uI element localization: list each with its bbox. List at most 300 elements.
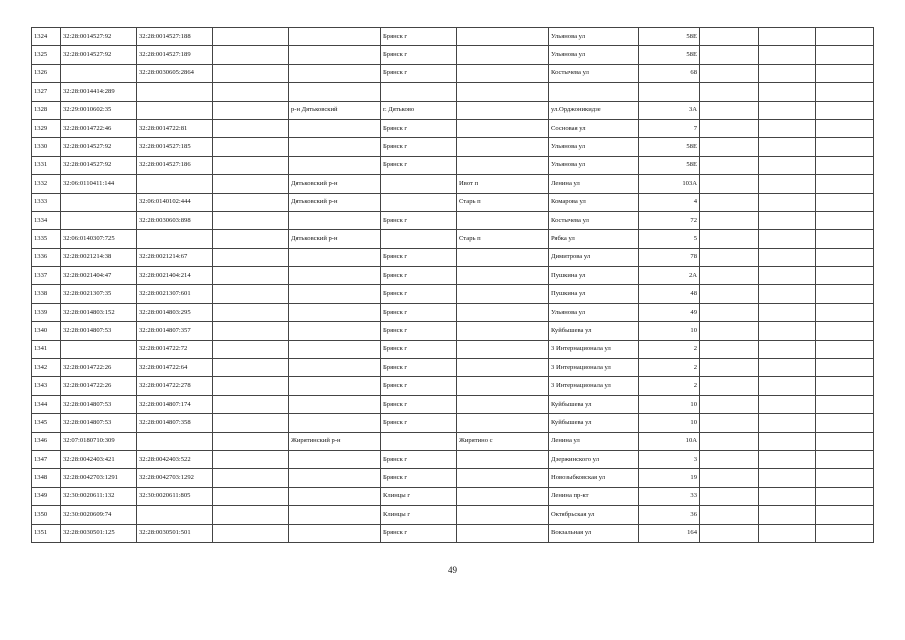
cell-col-4	[213, 340, 289, 358]
cell-street: Новозыбковская ул	[549, 469, 639, 487]
cell-col-10	[700, 211, 759, 229]
cell-house-number: 58Е	[639, 138, 700, 156]
cell-cadastral-number: 32:28:0021307:35	[61, 285, 137, 303]
cell-district	[289, 285, 381, 303]
cell-settlement	[457, 248, 549, 266]
cell-row-number: 1326	[32, 64, 61, 82]
cell-street: Димитрова ул	[549, 248, 639, 266]
cell-row-number: 1332	[32, 175, 61, 193]
cell-col-4	[213, 414, 289, 432]
cell-col-11	[759, 156, 816, 174]
cell-settlement	[457, 524, 549, 542]
cell-city: Брянск г	[381, 156, 457, 174]
cell-city: Брянск г	[381, 64, 457, 82]
cell-cadastral-number: 32:28:0021214:38	[61, 248, 137, 266]
cell-street: 3 Интернационала ул	[549, 359, 639, 377]
cell-settlement	[457, 414, 549, 432]
cell-col-4	[213, 487, 289, 505]
cell-district	[289, 46, 381, 64]
cell-col-11	[759, 340, 816, 358]
cell-city: г. Дятьково	[381, 101, 457, 119]
cell-house-number: 2А	[639, 267, 700, 285]
cell-house-number: 58Е	[639, 28, 700, 46]
cell-col-10	[700, 359, 759, 377]
cell-col-11	[759, 101, 816, 119]
cell-col-11	[759, 303, 816, 321]
cell-col-12	[816, 322, 874, 340]
cell-object-number: 32:28:0014803:295	[137, 303, 213, 321]
register-table	[31, 27, 874, 543]
cell-city	[381, 230, 457, 248]
cell-district: р-н Дятьковский	[289, 101, 381, 119]
cell-col-12	[816, 487, 874, 505]
cell-city: Брянск г	[381, 28, 457, 46]
cell-object-number: 32:06:0140102:444	[137, 193, 213, 211]
cell-settlement	[457, 156, 549, 174]
table-row	[32, 175, 874, 193]
table-row	[32, 303, 874, 321]
cell-col-11	[759, 377, 816, 395]
cell-house-number: 48	[639, 285, 700, 303]
cell-house-number: 5	[639, 230, 700, 248]
cell-col-11	[759, 28, 816, 46]
cell-district	[289, 248, 381, 266]
cell-col-11	[759, 432, 816, 450]
cell-col-12	[816, 395, 874, 413]
cell-col-4	[213, 432, 289, 450]
cell-cadastral-number: 32:28:0014414:289	[61, 83, 137, 101]
table-row	[32, 285, 874, 303]
cell-cadastral-number	[61, 193, 137, 211]
cell-city: Брянск г	[381, 322, 457, 340]
cell-street: Ульянова ул	[549, 156, 639, 174]
cell-settlement: Жирятино с	[457, 432, 549, 450]
cell-object-number: 32:28:0014807:358	[137, 414, 213, 432]
cell-object-number	[137, 432, 213, 450]
cell-col-10	[700, 230, 759, 248]
cell-row-number: 1334	[32, 211, 61, 229]
table-row	[32, 267, 874, 285]
cell-row-number: 1343	[32, 377, 61, 395]
table-row	[32, 377, 874, 395]
cell-col-10	[700, 138, 759, 156]
cell-col-4	[213, 83, 289, 101]
cell-district	[289, 64, 381, 82]
cell-city: Брянск г	[381, 340, 457, 358]
table-row	[32, 469, 874, 487]
cell-row-number: 1339	[32, 303, 61, 321]
cell-col-11	[759, 395, 816, 413]
cell-object-number	[137, 230, 213, 248]
cell-col-11	[759, 193, 816, 211]
cell-row-number: 1341	[32, 340, 61, 358]
cell-city: Брянск г	[381, 211, 457, 229]
cell-street: Пушкина ул	[549, 267, 639, 285]
cell-street: Куйбышева ул	[549, 322, 639, 340]
cell-district	[289, 303, 381, 321]
cell-cadastral-number: 32:28:0014722:46	[61, 119, 137, 137]
cell-city: Брянск г	[381, 469, 457, 487]
cell-district	[289, 267, 381, 285]
table-row	[32, 193, 874, 211]
cell-col-4	[213, 46, 289, 64]
cell-house-number: 78	[639, 248, 700, 266]
cell-row-number: 1349	[32, 487, 61, 505]
cell-object-number: 32:28:0030603:898	[137, 211, 213, 229]
cell-row-number: 1328	[32, 101, 61, 119]
cell-city: Брянск г	[381, 303, 457, 321]
cell-district	[289, 322, 381, 340]
cell-settlement	[457, 119, 549, 137]
cell-city: Брянск г	[381, 119, 457, 137]
cell-object-number: 32:28:0014722:72	[137, 340, 213, 358]
cell-object-number	[137, 83, 213, 101]
cell-col-4	[213, 101, 289, 119]
cell-house-number: 7	[639, 119, 700, 137]
cell-settlement	[457, 359, 549, 377]
cell-col-11	[759, 138, 816, 156]
cell-row-number: 1327	[32, 83, 61, 101]
cell-district	[289, 487, 381, 505]
cell-col-4	[213, 469, 289, 487]
cell-district	[289, 469, 381, 487]
cell-object-number: 32:28:0014527:188	[137, 28, 213, 46]
cell-house-number: 10	[639, 322, 700, 340]
cell-col-11	[759, 230, 816, 248]
cell-col-12	[816, 138, 874, 156]
cell-district	[289, 138, 381, 156]
cell-cadastral-number: 32:29:0010602:35	[61, 101, 137, 119]
cell-col-10	[700, 414, 759, 432]
table-row	[32, 450, 874, 468]
cell-col-4	[213, 359, 289, 377]
cell-row-number: 1342	[32, 359, 61, 377]
cell-house-number: 3	[639, 450, 700, 468]
cell-col-12	[816, 46, 874, 64]
table-row	[32, 524, 874, 542]
table-row	[32, 211, 874, 229]
cell-col-10	[700, 64, 759, 82]
cell-object-number: 32:28:0021404:214	[137, 267, 213, 285]
cell-house-number: 4	[639, 193, 700, 211]
cell-cadastral-number: 32:28:0014722:26	[61, 377, 137, 395]
cell-settlement: Старь п	[457, 230, 549, 248]
table-row	[32, 28, 874, 46]
cell-col-12	[816, 64, 874, 82]
cell-col-11	[759, 487, 816, 505]
table-row	[32, 359, 874, 377]
cell-cadastral-number: 32:06:0140307:725	[61, 230, 137, 248]
cell-col-10	[700, 248, 759, 266]
cell-col-12	[816, 119, 874, 137]
cell-district	[289, 340, 381, 358]
cell-cadastral-number: 32:28:0014527:92	[61, 156, 137, 174]
cell-house-number: 33	[639, 487, 700, 505]
cell-col-4	[213, 450, 289, 468]
cell-row-number: 1335	[32, 230, 61, 248]
cell-col-11	[759, 285, 816, 303]
cell-house-number: 19	[639, 469, 700, 487]
cell-settlement	[457, 506, 549, 524]
table-row	[32, 248, 874, 266]
cell-col-11	[759, 524, 816, 542]
cell-object-number: 32:28:0014527:186	[137, 156, 213, 174]
cell-object-number	[137, 175, 213, 193]
cell-row-number: 1325	[32, 46, 61, 64]
cell-row-number: 1333	[32, 193, 61, 211]
cell-object-number: 32:28:0042403:522	[137, 450, 213, 468]
cell-cadastral-number: 32:28:0021404:47	[61, 267, 137, 285]
cell-street: 3 Интернационала ул	[549, 340, 639, 358]
cell-settlement	[457, 469, 549, 487]
cell-city: Брянск г	[381, 46, 457, 64]
cell-settlement	[457, 303, 549, 321]
cell-cadastral-number	[61, 340, 137, 358]
cell-house-number: 10А	[639, 432, 700, 450]
cell-house-number: 68	[639, 64, 700, 82]
cell-district	[289, 414, 381, 432]
cell-col-12	[816, 267, 874, 285]
cell-col-10	[700, 524, 759, 542]
table-body	[32, 28, 874, 543]
cell-city: Брянск г	[381, 359, 457, 377]
cell-col-4	[213, 119, 289, 137]
cell-cadastral-number: 32:28:0014807:53	[61, 395, 137, 413]
cell-col-12	[816, 303, 874, 321]
cell-district	[289, 28, 381, 46]
cell-cadastral-number: 32:30:0020611:132	[61, 487, 137, 505]
cell-city: Брянск г	[381, 248, 457, 266]
cell-col-10	[700, 340, 759, 358]
cell-col-10	[700, 395, 759, 413]
cell-col-10	[700, 487, 759, 505]
cell-col-4	[213, 248, 289, 266]
cell-street: Костычева ул	[549, 211, 639, 229]
cell-col-12	[816, 101, 874, 119]
cell-col-11	[759, 414, 816, 432]
cell-cadastral-number: 32:28:0030501:125	[61, 524, 137, 542]
cell-city: Брянск г	[381, 138, 457, 156]
cell-cadastral-number: 32:28:0042403:421	[61, 450, 137, 468]
cell-row-number: 1346	[32, 432, 61, 450]
cell-street: Рябка ул	[549, 230, 639, 248]
cell-street: Октябрьская ул	[549, 506, 639, 524]
cell-object-number: 32:28:0014722:278	[137, 377, 213, 395]
cell-col-12	[816, 340, 874, 358]
cell-col-12	[816, 524, 874, 542]
cell-col-10	[700, 101, 759, 119]
cell-settlement	[457, 28, 549, 46]
cell-settlement	[457, 285, 549, 303]
cell-house-number: 58Е	[639, 46, 700, 64]
cell-col-10	[700, 46, 759, 64]
cell-col-11	[759, 248, 816, 266]
cell-district	[289, 211, 381, 229]
cell-col-4	[213, 524, 289, 542]
cell-col-12	[816, 359, 874, 377]
table-row	[32, 138, 874, 156]
cell-city	[381, 83, 457, 101]
cell-street: Ульянова ул	[549, 138, 639, 156]
cell-object-number: 32:28:0042703:1292	[137, 469, 213, 487]
cell-col-10	[700, 322, 759, 340]
cell-col-12	[816, 175, 874, 193]
cell-col-10	[700, 193, 759, 211]
cell-row-number: 1329	[32, 119, 61, 137]
cell-settlement	[457, 64, 549, 82]
cell-district	[289, 359, 381, 377]
cell-col-11	[759, 46, 816, 64]
cell-house-number: 36	[639, 506, 700, 524]
cell-settlement	[457, 450, 549, 468]
cell-city	[381, 175, 457, 193]
cell-cadastral-number: 32:28:0014803:152	[61, 303, 137, 321]
cell-house-number: 164	[639, 524, 700, 542]
cell-district	[289, 83, 381, 101]
cell-district	[289, 119, 381, 137]
cell-col-4	[213, 377, 289, 395]
cell-col-10	[700, 83, 759, 101]
cell-district: Дятьковский р-н	[289, 175, 381, 193]
cell-object-number: 32:28:0021214:67	[137, 248, 213, 266]
cell-street: ул.Орджоникидзе	[549, 101, 639, 119]
cell-street: Дзержинского ул	[549, 450, 639, 468]
cell-house-number: 49	[639, 303, 700, 321]
cell-col-4	[213, 506, 289, 524]
cell-row-number: 1347	[32, 450, 61, 468]
cell-col-11	[759, 450, 816, 468]
cell-district	[289, 156, 381, 174]
cell-street: Куйбышева ул	[549, 395, 639, 413]
cell-house-number: 3А	[639, 101, 700, 119]
cell-col-10	[700, 303, 759, 321]
cell-street: Сосновая ул	[549, 119, 639, 137]
table-row	[32, 414, 874, 432]
cell-col-4	[213, 64, 289, 82]
cell-settlement	[457, 395, 549, 413]
cell-house-number: 2	[639, 340, 700, 358]
cell-object-number	[137, 506, 213, 524]
table-row	[32, 119, 874, 137]
cell-object-number: 32:28:0014807:174	[137, 395, 213, 413]
cell-col-11	[759, 83, 816, 101]
cell-city: Брянск г	[381, 450, 457, 468]
table-row	[32, 101, 874, 119]
cell-cadastral-number: 32:28:0014527:92	[61, 138, 137, 156]
cell-col-4	[213, 230, 289, 248]
cell-col-12	[816, 28, 874, 46]
cell-settlement	[457, 83, 549, 101]
cell-house-number: 103А	[639, 175, 700, 193]
cell-row-number: 1344	[32, 395, 61, 413]
cell-street: Ульянова ул	[549, 303, 639, 321]
cell-col-10	[700, 377, 759, 395]
cell-col-4	[213, 395, 289, 413]
cell-col-12	[816, 248, 874, 266]
cell-settlement	[457, 138, 549, 156]
cell-row-number: 1336	[32, 248, 61, 266]
cell-row-number: 1345	[32, 414, 61, 432]
cell-cadastral-number: 32:28:0014527:92	[61, 28, 137, 46]
cell-street: Пушкина ул	[549, 285, 639, 303]
cell-col-10	[700, 450, 759, 468]
cell-row-number: 1340	[32, 322, 61, 340]
cell-col-4	[213, 322, 289, 340]
cell-house-number	[639, 83, 700, 101]
cell-city: Клинцы г	[381, 506, 457, 524]
table-row	[32, 487, 874, 505]
cell-street: Комарова ул	[549, 193, 639, 211]
cell-col-11	[759, 469, 816, 487]
cell-city: Брянск г	[381, 285, 457, 303]
cell-col-11	[759, 211, 816, 229]
cell-object-number: 32:28:0021307:601	[137, 285, 213, 303]
cell-cadastral-number: 32:28:0014722:26	[61, 359, 137, 377]
cell-district	[289, 506, 381, 524]
cell-cadastral-number: 32:30:0020609:74	[61, 506, 137, 524]
cell-row-number: 1331	[32, 156, 61, 174]
table-row	[32, 83, 874, 101]
cell-col-10	[700, 506, 759, 524]
cell-settlement	[457, 46, 549, 64]
cell-col-12	[816, 414, 874, 432]
cell-city	[381, 432, 457, 450]
cell-street	[549, 83, 639, 101]
cell-row-number: 1338	[32, 285, 61, 303]
cell-col-11	[759, 322, 816, 340]
cell-settlement: Ивот п	[457, 175, 549, 193]
cell-col-11	[759, 359, 816, 377]
cell-row-number: 1337	[32, 267, 61, 285]
cell-object-number: 32:28:0030605:2864	[137, 64, 213, 82]
cell-settlement: Старь п	[457, 193, 549, 211]
cell-settlement	[457, 211, 549, 229]
cell-cadastral-number: 32:28:0014527:92	[61, 46, 137, 64]
cell-col-4	[213, 193, 289, 211]
cell-col-11	[759, 506, 816, 524]
cell-col-12	[816, 156, 874, 174]
cell-row-number: 1350	[32, 506, 61, 524]
cell-house-number: 2	[639, 377, 700, 395]
table-row	[32, 340, 874, 358]
table-row	[32, 395, 874, 413]
cell-city: Брянск г	[381, 395, 457, 413]
cell-cadastral-number: 32:06:0110411:144	[61, 175, 137, 193]
cell-col-12	[816, 450, 874, 468]
cell-object-number	[137, 101, 213, 119]
cell-house-number: 10	[639, 395, 700, 413]
cell-street: Ульянова ул	[549, 28, 639, 46]
cell-col-11	[759, 119, 816, 137]
cell-col-12	[816, 83, 874, 101]
cell-col-12	[816, 377, 874, 395]
cell-district	[289, 377, 381, 395]
table-row	[32, 432, 874, 450]
cell-settlement	[457, 101, 549, 119]
cell-col-11	[759, 64, 816, 82]
cell-col-4	[213, 267, 289, 285]
cell-city: Брянск г	[381, 267, 457, 285]
cell-house-number: 58Е	[639, 156, 700, 174]
table-row	[32, 46, 874, 64]
cell-col-10	[700, 175, 759, 193]
cell-street: Костычева ул	[549, 64, 639, 82]
cell-col-10	[700, 119, 759, 137]
cell-object-number: 32:28:0014527:189	[137, 46, 213, 64]
cell-col-10	[700, 469, 759, 487]
cell-col-10	[700, 267, 759, 285]
cell-col-12	[816, 432, 874, 450]
